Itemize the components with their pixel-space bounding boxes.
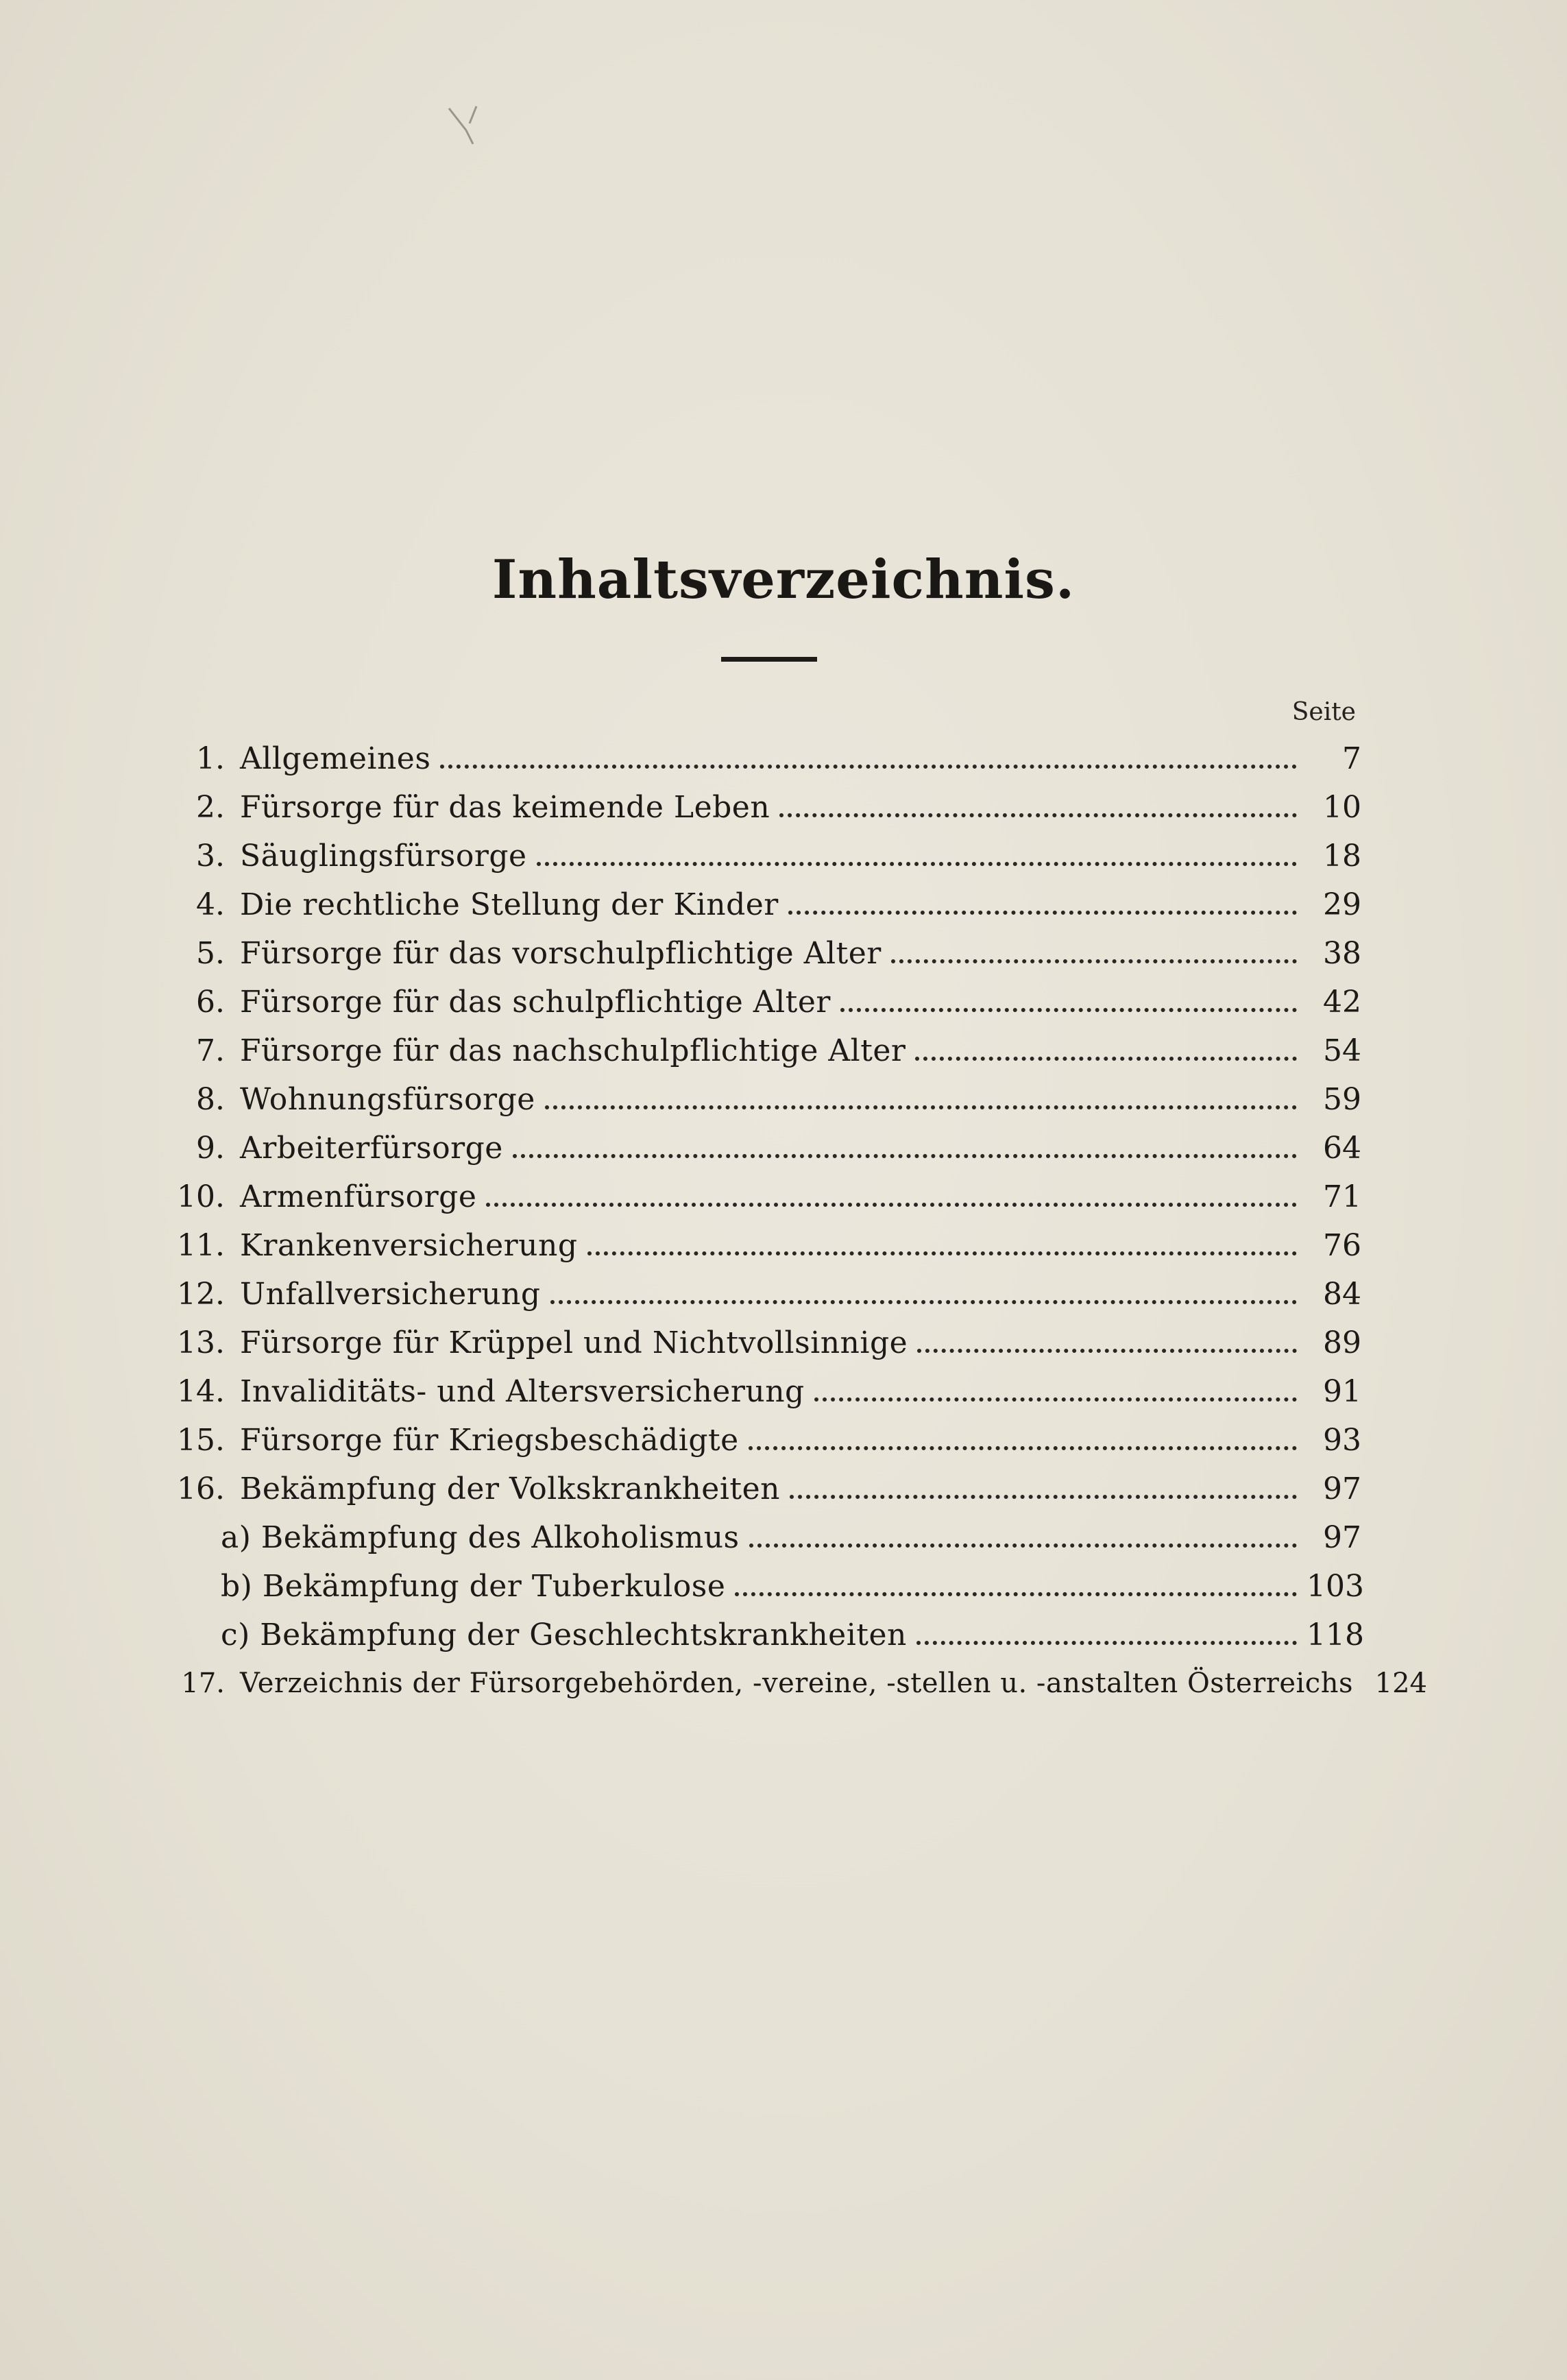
entry-page: 64 — [1323, 1130, 1361, 1166]
dot-leader — [749, 1430, 1297, 1450]
entry-number: 16. — [177, 1471, 225, 1506]
entry-title: Fürsorge für das nachschulpflichtige Alter — [240, 1033, 906, 1068]
entry-number: 7. — [196, 1033, 225, 1068]
entry-title: Verzeichnis der Fürsorgebehörden, -vereine, -stellen u. -anstalten Österreichs — [240, 1668, 1353, 1699]
toc-entry — [171, 1318, 1361, 1367]
entry-page: 7 — [1342, 741, 1361, 776]
entry-title: c) Bekämpfung der Geschlechtskrankheiten — [221, 1617, 907, 1652]
page-title: Inhaltsverzeichnis. — [491, 549, 1076, 611]
entry-title: Allgemeines — [240, 741, 431, 776]
dot-leader — [550, 1284, 1297, 1304]
dot-leader — [537, 845, 1297, 866]
toc-entry — [171, 1269, 1361, 1319]
entry-number: 12. — [177, 1276, 225, 1312]
dot-leader — [916, 1624, 1297, 1645]
entry-number: 6. — [196, 984, 225, 1020]
entry-page: 118 — [1307, 1617, 1364, 1652]
entry-title: Wohnungsfürsorge — [240, 1081, 535, 1117]
dot-leader — [814, 1381, 1297, 1402]
entry-title: Fürsorge für Krüppel und Nichtvollsinnige — [240, 1325, 908, 1360]
dot-leader — [891, 943, 1297, 963]
entry-page: 97 — [1323, 1471, 1361, 1506]
entry-page: 93 — [1323, 1422, 1361, 1458]
entry-number: 8. — [196, 1081, 225, 1117]
toc-entry — [171, 1172, 1361, 1221]
entry-title: b) Bekämpfung der Tuberkulose — [221, 1568, 726, 1604]
entry-page: 71 — [1323, 1179, 1361, 1214]
toc-entry — [171, 1659, 1427, 1708]
entry-number: 17. — [181, 1668, 225, 1699]
dot-leader — [779, 797, 1297, 817]
toc-entry — [171, 1367, 1361, 1416]
entry-page: 29 — [1323, 887, 1361, 922]
toc-entry — [171, 1074, 1361, 1124]
entry-title: Säuglingsfürsorge — [240, 838, 527, 874]
dot-leader — [788, 894, 1297, 915]
entry-title: Bekämpfung der Volkskrankheiten — [240, 1471, 780, 1506]
entry-page: 59 — [1323, 1081, 1361, 1117]
entry-number: 14. — [177, 1373, 225, 1409]
entry-page: 84 — [1323, 1276, 1361, 1312]
entry-number: 5. — [196, 935, 225, 971]
entry-page: 89 — [1323, 1325, 1361, 1360]
entry-title: Arbeiterfürsorge — [240, 1130, 503, 1166]
entry-title: Armenfürsorge — [240, 1179, 477, 1214]
dot-leader — [735, 1576, 1297, 1596]
entry-page: 10 — [1323, 789, 1361, 825]
dot-leader — [749, 1527, 1297, 1548]
entry-page: 54 — [1323, 1033, 1361, 1068]
entry-number: 2. — [196, 789, 225, 825]
entry-title: Fürsorge für das keimende Leben — [240, 789, 770, 825]
toc-entry — [171, 782, 1361, 832]
entry-page: 91 — [1323, 1373, 1361, 1409]
dot-leader — [440, 748, 1297, 769]
entry-number: 13. — [177, 1325, 225, 1360]
entry-number: 4. — [196, 887, 225, 922]
entry-title: Fürsorge für das vorschulpflichtige Alter — [240, 935, 882, 971]
entry-title: Krankenversicherung — [240, 1227, 578, 1263]
entry-page: 76 — [1323, 1227, 1361, 1263]
entry-title: Unfallversicherung — [240, 1276, 541, 1312]
toc-entry — [171, 1026, 1361, 1075]
dot-leader — [486, 1186, 1297, 1207]
entry-number: 9. — [196, 1130, 225, 1166]
dot-leader — [513, 1138, 1297, 1158]
entry-number: 10. — [177, 1179, 225, 1214]
toc-entry — [171, 1464, 1361, 1513]
entry-title: Fürsorge für das schulpflichtige Alter — [240, 984, 831, 1020]
toc-entry — [171, 1415, 1361, 1465]
dot-leader — [917, 1332, 1297, 1353]
toc-subentry — [221, 1513, 1361, 1562]
entry-number: 1. — [196, 741, 225, 776]
dot-leader — [790, 1478, 1297, 1499]
toc-subentry — [221, 1610, 1364, 1659]
entry-number: 3. — [196, 838, 225, 874]
dot-leader — [840, 991, 1297, 1012]
dot-leader — [545, 1089, 1297, 1109]
entry-title: Die rechtliche Stellung der Kinder — [240, 887, 779, 922]
toc-entry — [171, 880, 1361, 929]
page-column-header: Seite — [1291, 698, 1356, 726]
entry-number: 11. — [177, 1227, 225, 1263]
toc-entry — [171, 928, 1361, 978]
dot-leader — [915, 1040, 1297, 1061]
entry-page: 38 — [1323, 935, 1361, 971]
toc-entry — [171, 734, 1361, 783]
entry-page: 103 — [1307, 1568, 1364, 1604]
toc-subentry — [221, 1561, 1364, 1611]
dot-leader — [587, 1235, 1298, 1255]
entry-number: 15. — [177, 1422, 225, 1458]
entry-page: 97 — [1323, 1519, 1361, 1555]
entry-page: 42 — [1323, 984, 1361, 1020]
entry-title: a) Bekämpfung des Alkoholismus — [221, 1519, 740, 1555]
toc-entry — [171, 977, 1361, 1026]
toc-entry — [171, 1221, 1361, 1270]
entry-title: Invaliditäts- und Altersversicherung — [240, 1373, 805, 1409]
toc-entry — [171, 831, 1361, 880]
entry-page: 18 — [1323, 838, 1361, 874]
entry-page: 124 — [1374, 1668, 1427, 1699]
entry-title: Fürsorge für Kriegsbeschädigte — [240, 1422, 739, 1458]
toc-entry — [171, 1123, 1361, 1173]
